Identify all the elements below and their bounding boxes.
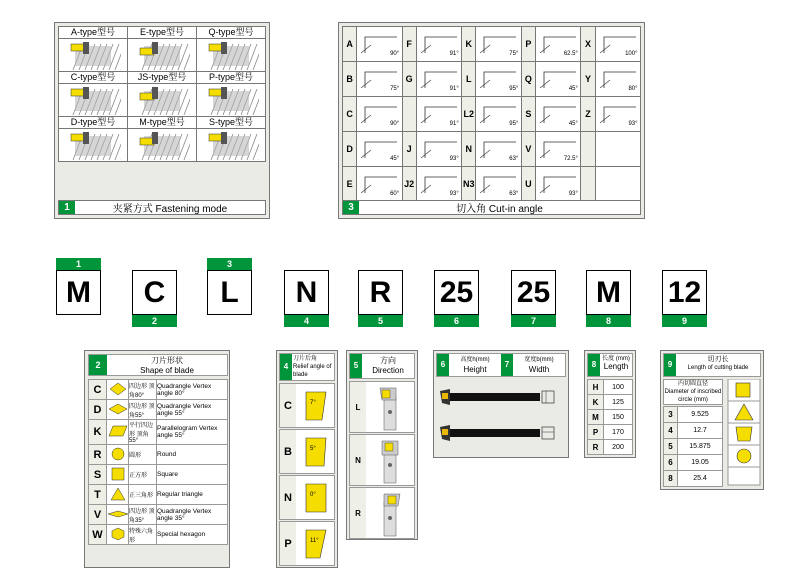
cut-in-angle-value: 90°	[390, 51, 400, 57]
shape-code: T	[89, 485, 107, 505]
length-row	[588, 380, 633, 395]
cutting-code: 8	[664, 471, 678, 487]
length-code: R	[588, 440, 604, 455]
cut-in-angle-value: 91°	[449, 86, 459, 92]
cut-in-diagram	[595, 62, 640, 97]
length-row	[588, 395, 633, 410]
cut-in-letter	[402, 97, 416, 132]
cut-in-angle-value: 91°	[449, 121, 459, 127]
cut-in-diagram	[535, 62, 580, 97]
cut-in-angle-value: 93°	[449, 191, 459, 197]
shape-en: Parallelogram Vertex angle 55°	[157, 420, 228, 445]
cut-in-letter: P	[521, 27, 535, 62]
shape-row	[89, 380, 228, 400]
cut-in-letter	[581, 132, 595, 167]
cut-in-angle-value: 75°	[509, 51, 519, 57]
shape-cn: 四边形 顶角80°	[129, 380, 157, 400]
relief-angle-value: 11°	[310, 538, 319, 544]
direction-tool-icon	[366, 382, 414, 432]
cutting-row	[664, 455, 723, 471]
shape-title-cn: 刀片形状	[151, 356, 183, 365]
length-value: 170	[604, 425, 633, 440]
length-value: 150	[604, 410, 633, 425]
direction-panel	[346, 350, 418, 540]
shape-icon	[107, 420, 129, 445]
shape-of-blade-panel	[84, 350, 230, 568]
cut-in-letter: D	[343, 132, 357, 167]
length-title-cn: 长度 (mm)	[602, 356, 630, 362]
cutting-title-cn: 切刃长	[707, 356, 729, 363]
cutting-value: 12.7	[678, 423, 723, 439]
shape-title-en: Shape of blade	[140, 366, 194, 375]
fastening-type-image	[128, 129, 197, 162]
shape-row	[89, 525, 228, 545]
shape-code: R	[89, 445, 107, 465]
length-code: K	[588, 395, 604, 410]
shape-code: V	[89, 505, 107, 525]
shape-cn: 正三角形	[129, 485, 157, 505]
code-position-bottom-2: 2	[132, 315, 177, 327]
cut-in-letter: A	[343, 27, 357, 62]
relief-row	[279, 521, 335, 566]
fastening-type-image	[128, 84, 197, 117]
cut-in-caption-text: 切入角 Cut-in angle	[456, 204, 543, 215]
cutting-row	[664, 423, 723, 439]
height-title-en: Height	[463, 365, 487, 374]
fastening-type-label: JS-type型号	[128, 72, 197, 84]
cut-in-angle-value: 80°	[628, 86, 638, 92]
shape-row	[89, 420, 228, 445]
cut-in-diagram	[535, 27, 580, 62]
length-panel	[584, 350, 636, 458]
code-position-bottom-7: 7	[511, 315, 556, 327]
cut-in-letter: C	[343, 97, 357, 132]
relief-code: C	[280, 384, 296, 427]
relief-number: 4	[280, 354, 292, 380]
shape-icon	[107, 525, 129, 545]
cut-in-letter: Q	[521, 62, 535, 97]
cut-in-letter: L	[462, 62, 476, 97]
code-box-3: L	[207, 270, 252, 315]
relief-insert-icon	[296, 522, 334, 565]
relief-code: P	[280, 522, 296, 565]
relief-row	[279, 383, 335, 428]
code-box-1: M	[56, 270, 101, 315]
shape-row	[89, 505, 228, 525]
code-box-2: C	[132, 270, 177, 315]
cut-in-letter: E	[343, 167, 357, 202]
shape-en: Square	[157, 465, 228, 485]
shape-en: Special hexagon	[157, 525, 228, 545]
length-number: 8	[588, 354, 600, 376]
relief-title-en: Relief angle of blade	[293, 364, 332, 378]
cutting-value: 19.05	[678, 455, 723, 471]
shape-number: 2	[89, 355, 107, 375]
cut-in-diagram	[595, 167, 640, 202]
cut-in-letter: J2	[402, 167, 416, 202]
tool-holder-diagram	[438, 381, 566, 455]
cut-in-letter: L2	[462, 97, 476, 132]
length-row	[588, 410, 633, 425]
fastening-grid	[58, 26, 266, 162]
cutting-number: 9	[664, 354, 676, 376]
fastening-type-image	[197, 84, 266, 117]
cut-in-letter: G	[402, 62, 416, 97]
cut-in-diagram	[416, 167, 461, 202]
fastening-type-label: M-type型号	[128, 117, 197, 129]
shape-en: Round	[157, 445, 228, 465]
relief-angle-value: 0°	[310, 492, 316, 498]
shape-cn: 四边形 顶角35°	[129, 505, 157, 525]
direction-title-cn: 方向	[380, 356, 396, 365]
cut-in-diagram	[357, 167, 402, 202]
direction-tool-icon	[366, 488, 414, 538]
direction-code: L	[350, 382, 366, 432]
shape-icon	[107, 465, 129, 485]
relief-code: N	[280, 476, 296, 519]
cut-in-angle-value: 95°	[509, 86, 519, 92]
cutting-sub-cn: 内切圆直径	[677, 381, 708, 387]
shape-cn: 正方形	[129, 465, 157, 485]
cutting-value: 15.875	[678, 439, 723, 455]
code-box-8: M	[586, 270, 631, 315]
cut-in-diagram	[595, 27, 640, 62]
code-position-bottom-5: 5	[358, 315, 403, 327]
shape-row	[89, 465, 228, 485]
fastening-type-image	[59, 84, 128, 117]
cut-in-angle-value: 93°	[449, 156, 459, 162]
relief-angle-panel	[276, 350, 338, 568]
direction-number: 5	[350, 354, 362, 378]
cut-in-letter: S	[521, 97, 535, 132]
shape-cn: 特殊六角形	[129, 525, 157, 545]
fastening-type-label: Q-type型号	[197, 27, 266, 39]
length-code: P	[588, 425, 604, 440]
cut-in-diagram	[357, 97, 402, 132]
fastening-type-label: D-type型号	[59, 117, 128, 129]
cut-in-angle-value: 75°	[390, 86, 400, 92]
shape-row	[89, 485, 228, 505]
shape-icon	[107, 400, 129, 420]
code-box-5: R	[358, 270, 403, 315]
fastening-type-image	[197, 129, 266, 162]
cut-in-angle-value: 62.5°	[563, 51, 578, 57]
length-value: 200	[604, 440, 633, 455]
cutting-value: 25.4	[678, 471, 723, 487]
height-number: 6	[437, 354, 449, 376]
direction-code: N	[350, 435, 366, 485]
cut-in-diagram	[416, 132, 461, 167]
fastening-caption-text: 夹紧方式 Fastening mode	[112, 204, 228, 215]
cut-in-diagram	[476, 97, 521, 132]
width-title-en: Width	[528, 365, 550, 374]
cut-in-letter: X	[581, 27, 595, 62]
cut-in-angle-value: 63°	[509, 191, 519, 197]
shape-en: Regular triangle	[157, 485, 228, 505]
shape-en: Quadrangle Vertex angle 35°	[157, 505, 228, 525]
cut-in-letter: J	[402, 132, 416, 167]
cutting-code: 5	[664, 439, 678, 455]
fastening-type-label: A-type型号	[59, 27, 128, 39]
code-box-4: N	[284, 270, 329, 315]
cut-in-caption	[342, 200, 641, 215]
cutting-code: 6	[664, 455, 678, 471]
length-code: H	[588, 380, 604, 395]
code-position-top-1: 1	[56, 258, 101, 270]
cut-in-diagram	[535, 167, 580, 202]
cut-in-diagram	[535, 97, 580, 132]
fastening-type-label: P-type型号	[197, 72, 266, 84]
shape-icon	[107, 485, 129, 505]
cut-in-angle-value: 60°	[390, 191, 400, 197]
cut-in-angle-value: 93°	[568, 191, 578, 197]
code-position-bottom-9: 9	[662, 315, 707, 327]
direction-row	[349, 434, 415, 486]
direction-code: R	[350, 488, 366, 538]
cut-in-letter: U	[521, 167, 535, 202]
cutting-shapes	[727, 379, 761, 487]
cut-in-diagram	[476, 27, 521, 62]
code-position-top-3: 3	[207, 258, 252, 270]
cut-in-angle-value: 95°	[509, 121, 519, 127]
fastening-type-image	[59, 39, 128, 72]
fastening-mode-panel	[54, 22, 270, 219]
shape-code: W	[89, 525, 107, 545]
cutting-table	[663, 406, 723, 487]
cut-in-diagram	[357, 62, 402, 97]
shape-icon	[107, 380, 129, 400]
cut-in-grid	[342, 26, 641, 202]
cut-in-angle-value: 91°	[449, 51, 459, 57]
height-title-cn: 高度h(mm)	[460, 357, 490, 363]
length-value: 100	[604, 380, 633, 395]
cut-in-diagram	[357, 132, 402, 167]
relief-title-cn: 刀片后角	[293, 356, 318, 362]
cut-in-angle-value: 45°	[568, 121, 578, 127]
cut-in-angle-panel	[338, 22, 645, 219]
relief-row	[279, 475, 335, 520]
direction-tool-icon	[366, 435, 414, 485]
shape-code: C	[89, 380, 107, 400]
cut-in-angle-value: 45°	[568, 86, 578, 92]
shape-icon	[107, 445, 129, 465]
cut-in-letter	[581, 167, 595, 202]
length-code: M	[588, 410, 604, 425]
cut-in-number: 3	[343, 201, 359, 214]
cut-in-diagram	[476, 167, 521, 202]
code-position-bottom-6: 6	[434, 315, 479, 327]
relief-angle-value: 5°	[310, 446, 316, 452]
shape-cn: 平行四边形 顶角55°	[129, 420, 157, 445]
cut-in-angle-value: 100°	[625, 51, 638, 57]
cutting-code: 3	[664, 407, 678, 423]
width-title-cn: 宽度b(mm)	[524, 357, 554, 363]
cut-in-letter: Y	[581, 62, 595, 97]
length-row	[588, 425, 633, 440]
shape-icon	[107, 505, 129, 525]
shape-en: Quadrangle Vertex angle 55°	[157, 400, 228, 420]
cutting-row	[664, 439, 723, 455]
cut-in-letter: F	[402, 27, 416, 62]
cut-in-angle-value: 90°	[390, 121, 400, 127]
fastening-type-image	[59, 129, 128, 162]
shape-cn: 圆形	[129, 445, 157, 465]
fastening-type-image	[197, 39, 266, 72]
code-position-bottom-8: 8	[586, 315, 631, 327]
shape-cn: 四边形 顶角55°	[129, 400, 157, 420]
fastening-type-image	[128, 39, 197, 72]
relief-insert-icon	[296, 384, 334, 427]
cutting-code: 4	[664, 423, 678, 439]
cut-in-diagram	[595, 132, 640, 167]
direction-row	[349, 381, 415, 433]
fastening-type-label: E-type型号	[128, 27, 197, 39]
length-title-en: Length	[603, 362, 629, 371]
shape-row	[89, 445, 228, 465]
cut-in-diagram	[595, 97, 640, 132]
relief-angle-value: 7°	[310, 400, 316, 406]
cut-in-diagram	[416, 62, 461, 97]
cutting-title-en: Length of cutting blade	[687, 365, 749, 371]
cut-in-angle-value: 63°	[509, 156, 519, 162]
shape-en: Quadrangle Vertex angle 80°	[157, 380, 228, 400]
cut-in-letter: V	[521, 132, 535, 167]
cut-in-angle-value: 93°	[628, 121, 638, 127]
code-box-6: 25	[434, 270, 479, 315]
shape-code: D	[89, 400, 107, 420]
cut-in-angle-value: 72.5°	[563, 156, 578, 162]
code-box-9: 12	[662, 270, 707, 315]
relief-row	[279, 429, 335, 474]
length-table	[587, 379, 633, 455]
fastening-type-label: C-type型号	[59, 72, 128, 84]
cutting-row	[664, 407, 723, 423]
length-value: 125	[604, 395, 633, 410]
shape-code: S	[89, 465, 107, 485]
cut-in-diagram	[357, 27, 402, 62]
fastening-caption	[58, 200, 266, 215]
shape-table	[88, 379, 228, 545]
cutting-length-panel	[660, 350, 764, 490]
cut-in-angle-value: 45°	[390, 156, 400, 162]
cut-in-diagram	[476, 132, 521, 167]
cut-in-letter: N	[462, 132, 476, 167]
relief-insert-icon	[296, 476, 334, 519]
cut-in-diagram	[416, 27, 461, 62]
height-width-panel	[433, 350, 569, 458]
shape-row	[89, 400, 228, 420]
length-row	[588, 440, 633, 455]
cut-in-letter: K	[462, 27, 476, 62]
cut-in-diagram	[416, 97, 461, 132]
cut-in-diagram	[535, 132, 580, 167]
cut-in-letter: B	[343, 62, 357, 97]
cutting-sub-en: Diameter of inscribed circle (mm)	[664, 389, 722, 403]
cut-in-diagram	[476, 62, 521, 97]
direction-title-en: Direction	[372, 366, 404, 375]
cut-in-letter: N3	[462, 167, 476, 202]
code-position-bottom-4: 4	[284, 315, 329, 327]
fastening-type-label: S-type型号	[197, 117, 266, 129]
cut-in-letter: Z	[581, 97, 595, 132]
relief-insert-icon	[296, 430, 334, 473]
shape-code: K	[89, 420, 107, 445]
code-box-7: 25	[511, 270, 556, 315]
cutting-row	[664, 471, 723, 487]
width-number: 7	[501, 354, 513, 376]
cutting-value: 9.525	[678, 407, 723, 423]
relief-code: B	[280, 430, 296, 473]
direction-row	[349, 487, 415, 539]
fastening-number: 1	[59, 201, 75, 214]
